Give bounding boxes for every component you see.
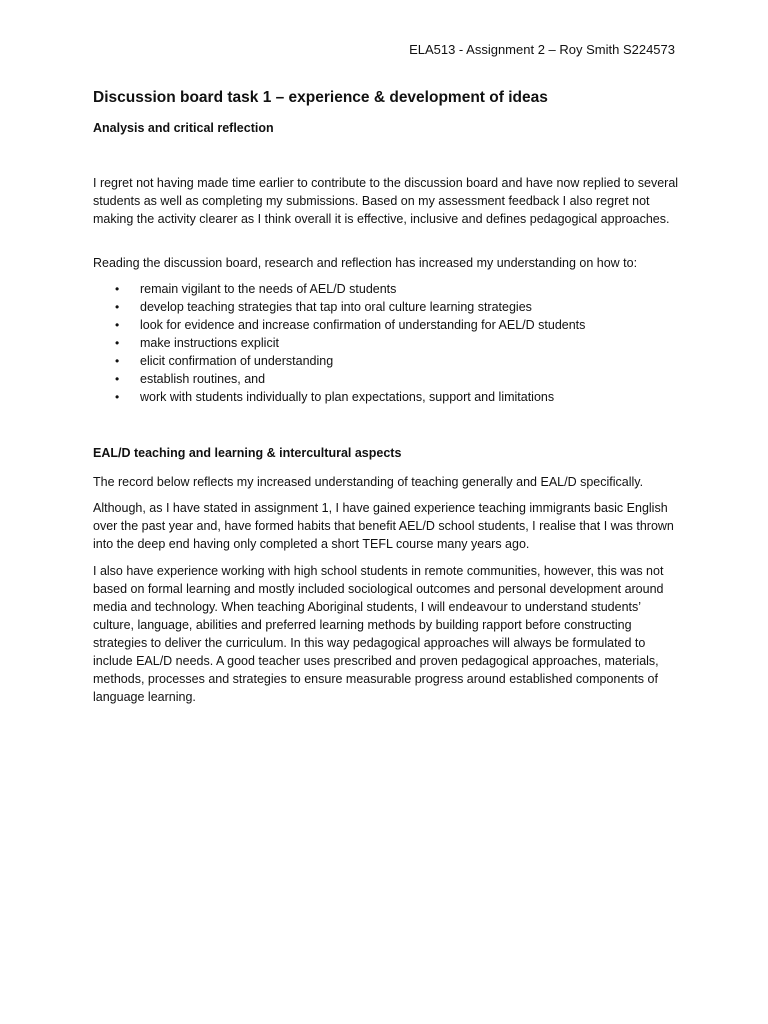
bullet-icon: • xyxy=(115,336,120,350)
bullet-icon: • xyxy=(115,318,120,332)
paragraph-experience: Although, as I have stated in assignment 1, I have gained experience teaching immigrants basic English over the past year and, have formed habits that benefit AEL/D school students, I realise that I was thrown into the deep end having only completed a short TEFL course many years ago. xyxy=(93,501,674,551)
paragraph-regret: I regret not having made time earlier to contribute to the discussion board and have now replied to several students as well as completing my submissions. Based on my assessment feedback I also regret not making the activity clearer as I think overall it is effective, inclusive and defines pedagogical approaches. xyxy=(93,176,679,226)
section-heading-eald: EAL/D teaching and learning & intercultural aspects xyxy=(93,446,402,460)
bullet-icon: • xyxy=(115,282,120,296)
list-item xyxy=(93,334,683,352)
list-item-text: elicit confirmation of understanding xyxy=(140,354,334,368)
bullet-icon: • xyxy=(115,300,120,314)
list-item xyxy=(93,280,683,298)
section-subheading: Analysis and critical reflection xyxy=(93,121,274,135)
list-item xyxy=(93,298,683,316)
list-item xyxy=(93,388,683,406)
paragraph-remote-communities: I also have experience working with high school students in remote communities, however, this was not based on formal learning and mostly included sociological outcomes and personal development around media and technology. When teaching Aboriginal students, I will endeavour to understand students’ culture, language, abilities and preferred learning methods by building rapport before constructing strategies to deliver the curriculum. In this way pedagogical approaches will always be formulated to include EAL/D needs. A good teacher uses prescribed and proven pedagogical approaches, materials, methods, processes and strategies to ensure measurable progress around established components of language learning. xyxy=(93,564,664,704)
list-item-text: establish routines, and xyxy=(140,372,266,386)
bullet-icon: • xyxy=(115,354,120,368)
list-item xyxy=(93,370,683,388)
understanding-list xyxy=(93,280,683,406)
bullet-icon: • xyxy=(115,390,120,404)
paragraph-reading: Reading the discussion board, research and reflection has increased my understanding on how to: xyxy=(93,256,638,270)
list-item xyxy=(93,352,683,370)
page-header: ELA513 - Assignment 2 – Roy Smith S224573 xyxy=(409,42,675,57)
list-item-text: look for evidence and increase confirmation of understanding for AEL/D students xyxy=(140,318,586,332)
bullet-icon: • xyxy=(115,372,120,386)
list-item xyxy=(93,316,683,334)
list-item-text: remain vigilant to the needs of AEL/D students xyxy=(140,282,397,296)
list-item-text: make instructions explicit xyxy=(140,336,279,350)
document-title: Discussion board task 1 – experience & development of ideas xyxy=(93,89,548,106)
paragraph-record: The record below reflects my increased understanding of teaching generally and EAL/D specifically. xyxy=(93,475,644,489)
list-item-text: develop teaching strategies that tap into oral culture learning strategies xyxy=(140,300,532,314)
list-item-text: work with students individually to plan expectations, support and limitations xyxy=(140,390,555,404)
